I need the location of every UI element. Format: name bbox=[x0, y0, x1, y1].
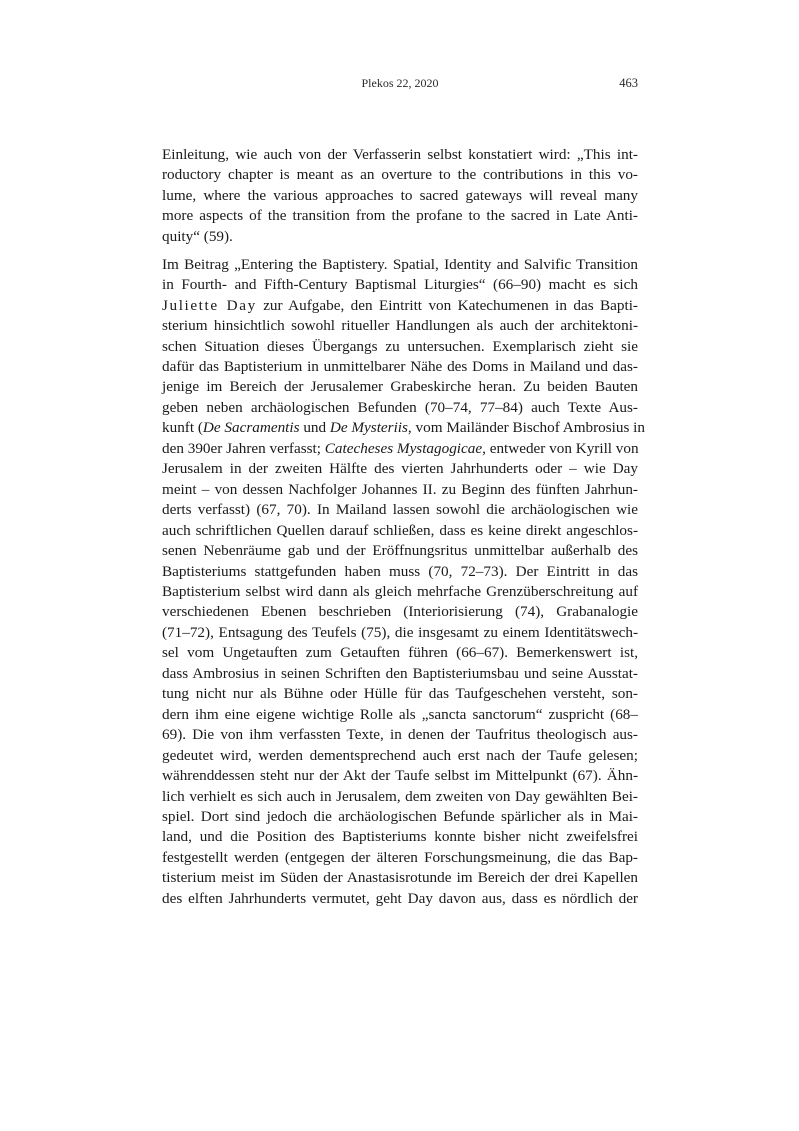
text-line: sterium hinsichtlich sowohl ritueller Handlungen als auch der architektoni- bbox=[162, 317, 638, 335]
text-line: in Fourth- and Fifth-Century Baptismal Liturgies“ (66–90) macht es sich bbox=[162, 276, 638, 294]
text-line: Baptisteriums stattgefunden haben muss (70, 72–73). Der Eintritt in das bbox=[162, 562, 638, 580]
text-line: 69). Die von ihm verfassten Texte, in denen der Taufritus theologisch aus- bbox=[162, 726, 638, 744]
text-line: jenige im Bereich der Jerusalemer Grabeskirche heran. Zu beiden Bauten bbox=[162, 378, 638, 396]
text-line: des elften Jahrhunderts vermutet, geht Day davon aus, dass es nördlich der bbox=[162, 889, 638, 907]
text-line: schen Situation dieses Übergangs zu untersuchen. Exemplarisch zieht sie bbox=[162, 337, 638, 355]
paragraph-intro-quote bbox=[162, 145, 638, 247]
text-line: währenddessen steht nur der Akt der Taufe selbst im Mittelpunkt (67). Ähn- bbox=[162, 767, 638, 785]
text-line: den 390er Jahren verfasst; Catecheses Mystagogicae, entweder von Kyrill von bbox=[162, 439, 639, 457]
text-line: dass Ambrosius in seinen Schriften den Baptisteriumsbau und seine Ausstat- bbox=[162, 664, 638, 682]
text-line: geben neben archäologischen Befunden (70–74, 77–84) auch Texte Aus- bbox=[162, 398, 638, 416]
work-title: De Sacramentis bbox=[202, 419, 300, 437]
author-name: Juliette Day bbox=[162, 296, 257, 314]
text-line: Im Beitrag „Entering the Baptistery. Spatial, Identity and Salvific Transition bbox=[162, 255, 638, 273]
text-line: quity“ (59). bbox=[162, 227, 233, 245]
text-line: sel vom Ungetauften zum Getauften führen (66–67). Bemerkenswert ist, bbox=[162, 644, 638, 662]
text-line: Baptisterium selbst wird dann als gleich mehrfache Grenzüberschreitung auf bbox=[162, 583, 638, 601]
text-line: meint – von dessen Nachfolger Johannes II. zu Beginn des fünften Jahrhun- bbox=[162, 480, 638, 498]
work-title: De Mysteriis bbox=[329, 419, 408, 437]
work-title: Catecheses Mystagogicae bbox=[324, 439, 483, 457]
text-line: Einleitung, wie auch von der Verfasserin selbst konstatiert wird: „This int- bbox=[162, 146, 638, 163]
text-line: tisterium meist im Süden der Anastasisrotunde im Bereich der drei Kapellen bbox=[162, 869, 638, 887]
text-line: festgestellt werden (entgegen der älteren Forschungsmeinung, die das Bap- bbox=[162, 848, 638, 866]
body-text bbox=[162, 145, 645, 917]
text-line: dern ihm eine eigene wichtige Rolle als „sancta sanctorum“ zuspricht (68– bbox=[162, 705, 638, 723]
page-number: 463 bbox=[619, 76, 638, 90]
text-line: land, und die Position des Baptisteriums konnte bisher nicht zweifelsfrei bbox=[162, 828, 638, 846]
text-line: senen Nebenräume gab und der Eröffnungsritus unmittelbar außerhalb des bbox=[162, 542, 638, 560]
paragraph-day-review bbox=[162, 255, 645, 910]
text-line: spiel. Dort sind jedoch die archäologischen Befunde spärlicher als in Mai- bbox=[162, 808, 638, 825]
text-line: Juliette Day zur Aufgabe, den Eintritt von Katechumenen in das Bapti- bbox=[162, 296, 638, 314]
text-line: dafür das Baptisterium in unmittelbarer Nähe des Doms in Mailand und das- bbox=[162, 358, 638, 376]
text-line: lich verhielt es sich auch in Jerusalem, dem zweiten von Day gewählten Bei- bbox=[162, 787, 638, 805]
text-line: more aspects of the transition from the profane to the sacred in Late Anti- bbox=[162, 207, 638, 225]
text-line: verschiedenen Ebenen beschrieben (Interiorisierung (74), Grabanalogie bbox=[162, 603, 638, 621]
text-line: roductory chapter is meant as an overture to the contributions in this vo- bbox=[162, 166, 638, 184]
text-line: Jerusalem in der zweiten Hälfte des vierten Jahrhunderts oder – wie Day bbox=[162, 460, 638, 478]
running-head bbox=[162, 76, 638, 94]
journal-citation: Plekos 22, 2020 bbox=[361, 76, 439, 90]
text-line: derts verfasst) (67, 70). In Mailand lassen sowohl die archäologischen wie bbox=[162, 501, 638, 519]
text-line: lume, where the various approaches to sacred gateways will reveal many bbox=[162, 186, 638, 204]
text-line: auch schriftlichen Quellen darauf schließen, dass es keine direkt angeschlos- bbox=[162, 521, 638, 539]
text-line: tung nicht nur als Bühne oder Hülle für das Taufgeschehen versteht, son- bbox=[162, 685, 638, 703]
text-line: gedeutet wird, werden dementsprechend auch erst nach der Taufe gelesen; bbox=[162, 746, 638, 764]
text-line: kunft (De Sacramentis und De Mysteriis, vom Mailänder Bischof Ambrosius in bbox=[162, 419, 645, 437]
text-line: (71–72), Entsagung des Teufels (75), die insgesamt zu einem Identitätswech- bbox=[162, 623, 638, 641]
